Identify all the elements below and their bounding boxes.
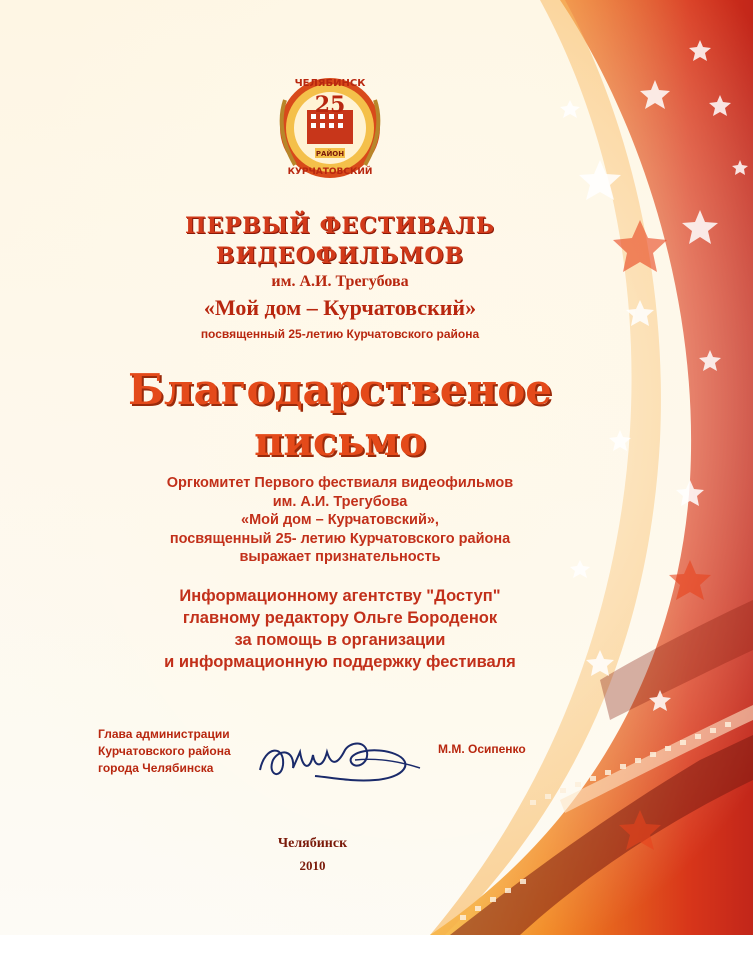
- document-title-line2: письмо: [254, 418, 426, 465]
- emblem-badge-text: РАЙОН: [315, 150, 345, 158]
- handwritten-signature: [255, 730, 425, 790]
- organizer-line: посвященный 25- летию Курчатовского района: [169, 530, 511, 547]
- festival-title: «Мой дом – Курчатовский»: [203, 295, 477, 320]
- festival-title-line1: ПЕРВЫЙ ФЕСТИВАЛЬ: [185, 213, 495, 239]
- recipient-text: [0, 585, 680, 673]
- emblem-top-text: ЧЕЛЯБИНСК: [294, 78, 366, 89]
- footer-year: 2010: [299, 858, 326, 873]
- organizer-line: Оргкомитет Первого фествиаля видеофильмов: [166, 475, 514, 491]
- signatory-position-line: города Челябинска: [98, 761, 214, 775]
- document-title-line1: Благодарственое: [127, 365, 553, 414]
- signatory-name: М.М. Осипенко: [438, 742, 526, 756]
- recipient-line: и информационную поддержку фестиваля: [164, 653, 516, 671]
- organizer-text: [0, 474, 680, 567]
- signatory-position-line: Глава администрации: [98, 727, 230, 741]
- district-emblem: [265, 70, 395, 190]
- recipient-line: за помощь в организации: [234, 631, 446, 649]
- festival-named-after: им. А.И. Трегубова: [271, 273, 409, 290]
- recipient-line: главному редактору Ольге Бороденок: [182, 609, 498, 627]
- signatory-position-line: Курчатовского района: [98, 744, 231, 758]
- emblem-number: 25: [314, 92, 346, 118]
- festival-dedication: посвященный 25-летию Курчатовского района: [200, 327, 480, 341]
- footer-city: Челябинск: [277, 836, 348, 851]
- organizer-line: выражает признательность: [239, 549, 441, 565]
- organizer-line: им. А.И. Трегубова: [272, 493, 408, 510]
- signatory-position: [98, 726, 231, 777]
- festival-title-line2: ВИДЕОФИЛЬМОВ: [215, 243, 465, 269]
- emblem-bottom-text: КУРЧАТОВСКИЙ: [287, 167, 373, 177]
- recipient-line: Информационному агентству "Доступ": [179, 587, 501, 605]
- organizer-line: «Мой дом – Курчатовский»,: [241, 512, 439, 528]
